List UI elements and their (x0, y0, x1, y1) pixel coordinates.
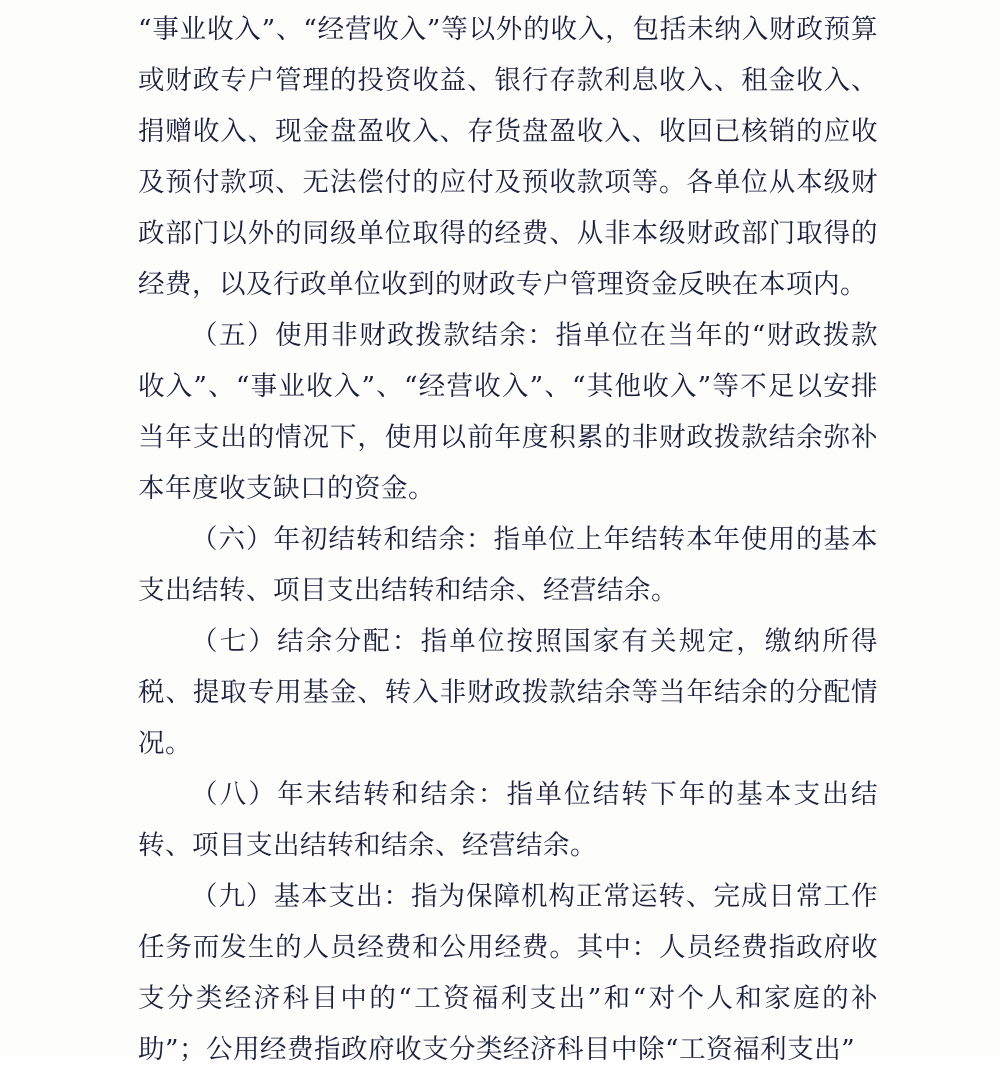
paragraph-item-9: （九）基本支出：指为保障机构正常运转、完成日常工作任务而发生的人员经费和公用经费。其中：人员经费指政府收支分类经济科目中的“工资福利支出”和“对个人和家庭的补助”；公用经费指政府收支分类经济科目中除“工资福利支出” (138, 881, 878, 1065)
paragraph-item-7: （七）结余分配：指单位按照国家有关规定，缴纳所得税、提取专用基金、转入非财政拨款结余等当年结余的分配情况。 (138, 626, 878, 759)
paragraph-item-8: （八）年末结转和结余：指单位结转下年的基本支出结转、项目支出结转和结余、经营结余。 (138, 779, 878, 861)
paragraph-item-6: （六）年初结转和结余：指单位上年结转本年使用的基本支出结转、项目支出结转和结余、经营结余。 (138, 524, 878, 606)
paragraph-other-income: “事业收入”、“经营收入”等以外的收入，包括未纳入财政预算或财政专户管理的投资收益、银行存款利息收入、租金收入、捐赠收入、现金盘盈收入、存货盘盈收入、收回已核销的应收及预付款项、无法偿付的应付及预收款项等。各单位从本级财政部门以外的同级单位取得的经费、从非本级财政部门取得的经费，以及行政单位收到的财政专户管理资金反映在本项内。 (138, 14, 878, 300)
document-body (138, 0, 878, 1075)
paragraph-item-5: （五）使用非财政拨款结余：指单位在当年的“财政拨款收入”、“事业收入”、“经营收入”、“其他收入”等不足以安排当年支出的情况下，使用以前年度积累的非财政拨款结余弥补本年度收支缺口的资金。 (138, 320, 878, 504)
